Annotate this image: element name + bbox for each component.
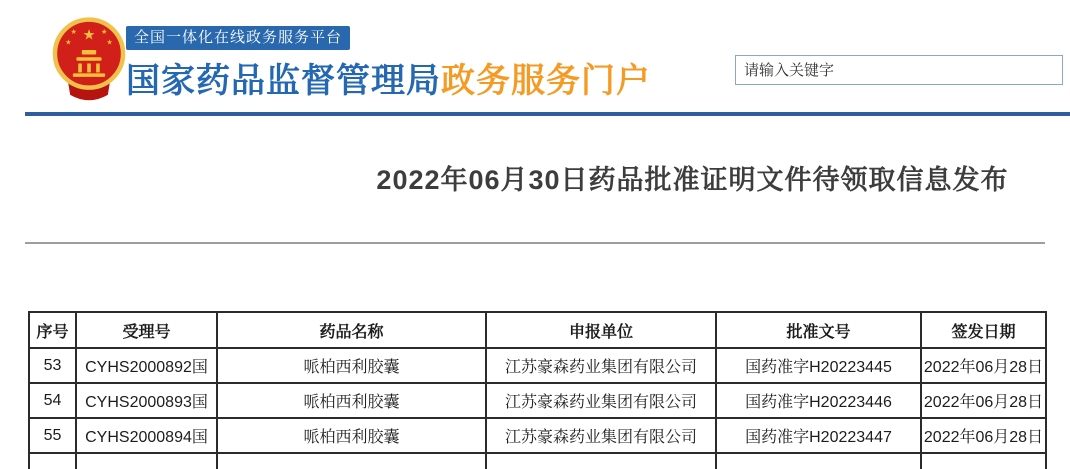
table-cell: 国药准字H20223445 — [716, 348, 921, 383]
table-header-row — [29, 312, 1046, 348]
table-cell: 国药准字H20223447 — [716, 418, 921, 453]
svg-text:★: ★ — [70, 27, 77, 36]
table-row — [29, 383, 1046, 418]
table-cell: 53 — [29, 348, 76, 383]
table-body — [29, 348, 1046, 453]
column-header: 签发日期 — [921, 312, 1046, 348]
results-table — [28, 311, 1047, 469]
table-cell: 哌柏西利胶囊 — [217, 418, 486, 453]
header-divider — [25, 112, 1070, 116]
svg-text:★: ★ — [101, 27, 108, 36]
table-header — [29, 312, 1046, 348]
title-divider — [25, 242, 1045, 244]
search-input[interactable] — [735, 55, 1063, 85]
page-title: 2022年06月30日药品批准证明文件待领取信息发布 — [376, 165, 1009, 195]
svg-text:★: ★ — [65, 38, 72, 47]
table-cell: 2022年06月28日 — [921, 418, 1046, 453]
platform-badge: 全国一体化在线政务服务平台 — [126, 26, 350, 50]
table-cell: 2022年06月28日 — [921, 383, 1046, 418]
table-cell: 哌柏西利胶囊 — [217, 348, 486, 383]
table-cell: 哌柏西利胶囊 — [217, 383, 486, 418]
column-header: 申报单位 — [486, 312, 716, 348]
table-row — [29, 418, 1046, 453]
column-header: 药品名称 — [217, 312, 486, 348]
site-title — [126, 53, 651, 102]
table-cell: 2022年06月28日 — [921, 348, 1046, 383]
column-header: 受理号 — [76, 312, 217, 348]
table-cell: 54 — [29, 383, 76, 418]
table-cell: 江苏豪森药业集团有限公司 — [486, 383, 716, 418]
column-header: 批准文号 — [716, 312, 921, 348]
table-cell: CYHS2000894国 — [76, 418, 217, 453]
table-row — [29, 348, 1046, 383]
table-cell: 55 — [29, 418, 76, 453]
column-header: 序号 — [29, 312, 76, 348]
national-emblem-icon — [46, 13, 132, 105]
site-name: 国家药品监督管理局 — [126, 62, 441, 100]
site-portal-suffix: 政务服务门户 — [441, 62, 651, 100]
site-header — [0, 0, 1070, 112]
brand-block — [126, 26, 651, 102]
table-cell: 江苏豪森药业集团有限公司 — [486, 348, 716, 383]
table-row-partial — [29, 453, 1046, 469]
table-cell: CYHS2000893国 — [76, 383, 217, 418]
table-cell: 江苏豪森药业集团有限公司 — [486, 418, 716, 453]
svg-text:★: ★ — [106, 38, 113, 47]
svg-text:★: ★ — [82, 27, 96, 44]
table-cell: 国药准字H20223446 — [716, 383, 921, 418]
table-cell: CYHS2000892国 — [76, 348, 217, 383]
